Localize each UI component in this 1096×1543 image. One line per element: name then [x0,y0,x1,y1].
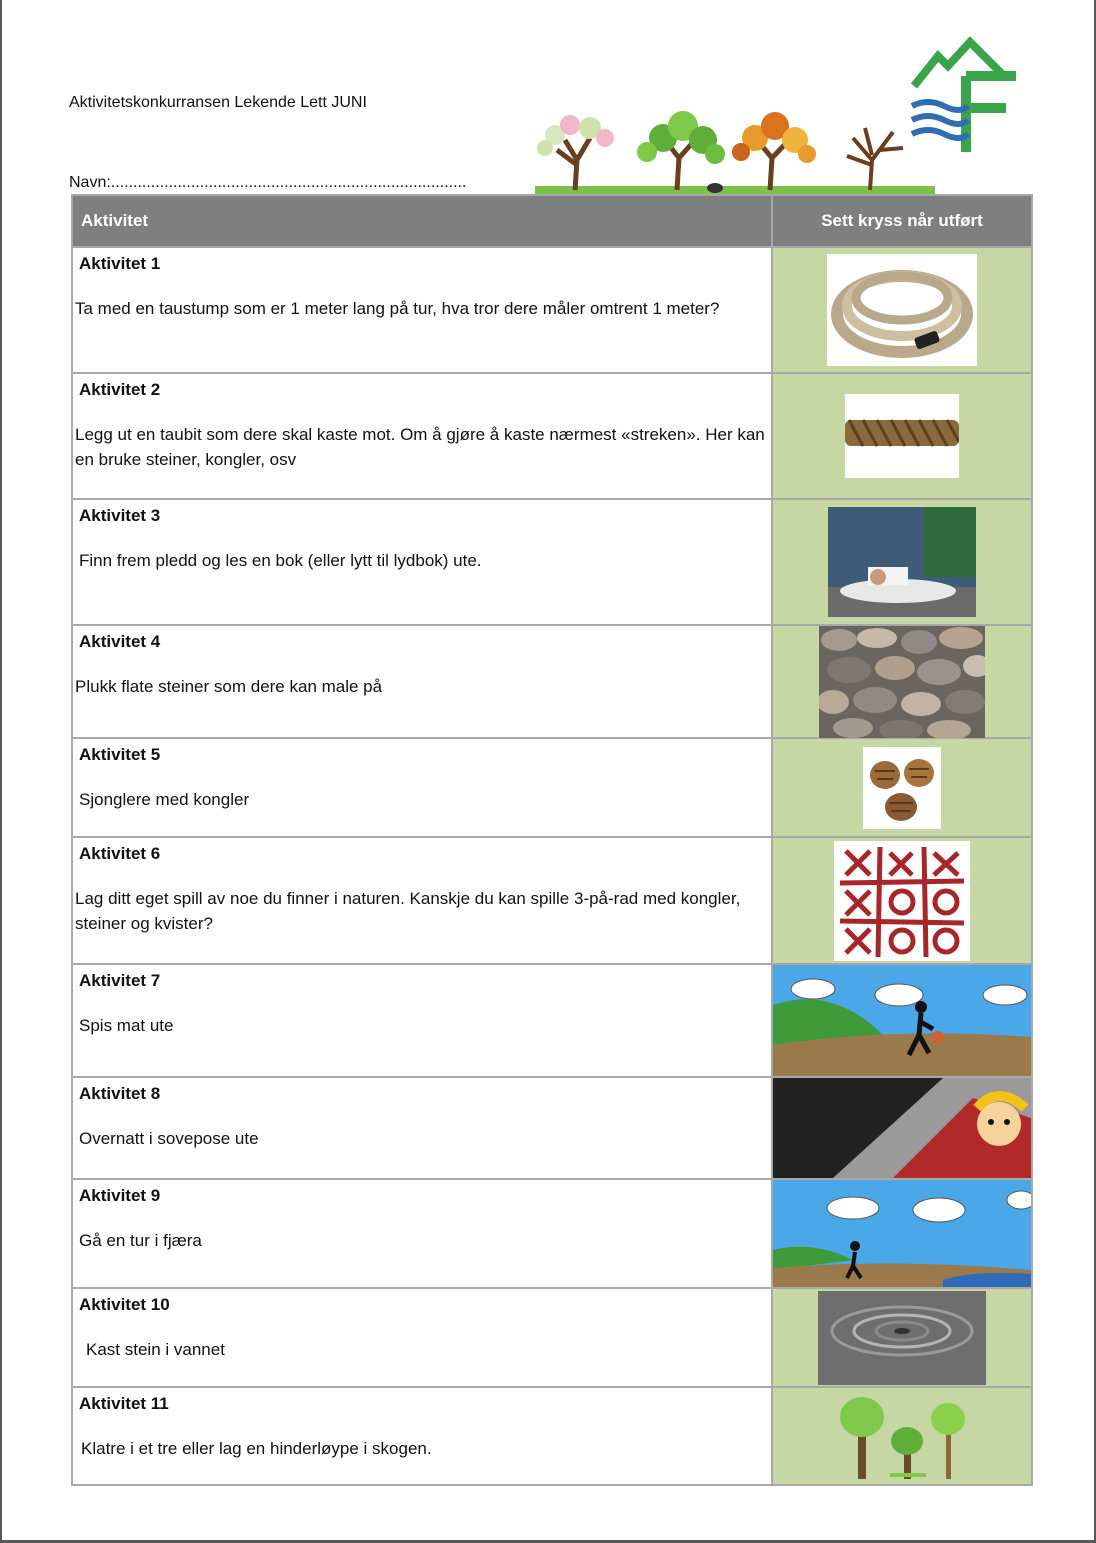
check-cell[interactable] [772,738,1032,837]
activity-description: Kast stein i vannet [86,1340,225,1359]
activity-title: Aktivitet 5 [79,745,161,764]
water-ripple-image [818,1291,986,1385]
check-cell[interactable] [772,1077,1032,1179]
table-row [72,373,1032,499]
rope-piece-image [845,394,959,478]
seasons-trees-illustration [535,110,935,196]
table-row [72,738,1032,837]
document-title: Aktivitetskonkurransen Lekende Lett JUNI [69,94,367,111]
activity-title: Aktivitet 11 [79,1394,169,1413]
table-header-row [72,195,1032,247]
activity-cell [72,738,772,837]
activity-description: Lag ditt eget spill av noe du finner i naturen. Kanskje du kan spille 3-på-rad med kongler, steiner og kvister? [75,889,741,933]
activity-title: Aktivitet 4 [79,632,161,651]
rope-coil-image [827,254,977,366]
check-cell[interactable] [772,625,1032,738]
stones-image [819,626,985,738]
activity-cell [72,1387,772,1485]
table-row [72,499,1032,625]
page-border-left [0,0,2,1543]
check-cell[interactable] [772,247,1032,373]
sleeping-bag-image [773,1078,1031,1178]
activity-description: Gå en tur i fjæra [79,1231,202,1250]
activity-title: Aktivitet 6 [79,844,161,863]
reading-outside-image [828,507,976,617]
activity-cell [72,373,772,499]
activity-title: Aktivitet 10 [79,1295,170,1314]
table-row [72,1179,1032,1288]
check-cell[interactable] [772,837,1032,964]
table-row [72,1387,1032,1485]
organisation-logo [908,36,1020,156]
activity-table [71,194,1033,1486]
table-row [72,964,1032,1077]
activity-description: Legg ut en taubit som dere skal kaste mot. Om å gjøre å kaste nærmest «streken». Her kan en bruke steiner, kongler, osv [75,425,765,469]
activity-cell [72,964,772,1077]
activity-title: Aktivitet 3 [79,506,161,525]
name-field-label: Navn:................................................................................ [69,174,467,191]
activity-cell [72,1077,772,1179]
table-row [72,837,1032,964]
activity-title: Aktivitet 8 [79,1084,161,1103]
activity-description: Overnatt i sovepose ute [79,1129,259,1148]
column-header-activity: Aktivitet [72,195,772,247]
beach-walk-image [773,1180,1031,1287]
activity-cell [72,625,772,738]
activity-title: Aktivitet 9 [79,1186,161,1205]
check-cell[interactable] [772,373,1032,499]
check-cell[interactable] [772,1387,1032,1485]
table-row [72,1288,1032,1387]
activity-description: Spis mat ute [79,1016,174,1035]
activity-cell [72,247,772,373]
activity-cell [72,499,772,625]
activity-title: Aktivitet 7 [79,971,161,990]
check-cell[interactable] [772,1179,1032,1288]
tic-tac-toe-image [834,841,970,961]
activity-description: Sjonglere med kongler [79,790,250,809]
check-cell[interactable] [772,499,1032,625]
activity-description: Finn frem pledd og les en bok (eller lytt til lydbok) ute. [79,551,482,570]
activity-cell [72,837,772,964]
trees-image [832,1393,972,1479]
activity-description: Klatre i et tre eller lag en hinderløype i skogen. [81,1439,432,1458]
activity-title: Aktivitet 1 [79,254,161,273]
table-row [72,247,1032,373]
activity-cell [72,1179,772,1288]
hiker-basket-image [773,965,1031,1076]
activity-description: Ta med en taustump som er 1 meter lang på tur, hva tror dere måler omtrent 1 meter? [75,299,720,318]
column-header-check: Sett kryss når utført [772,195,1032,247]
activity-description: Plukk flate steiner som dere kan male på [75,677,383,696]
check-cell[interactable] [772,964,1032,1077]
table-row [72,625,1032,738]
table-row [72,1077,1032,1179]
activity-cell [72,1288,772,1387]
pinecones-image [863,747,941,829]
activity-title: Aktivitet 2 [79,380,161,399]
check-cell[interactable] [772,1288,1032,1387]
